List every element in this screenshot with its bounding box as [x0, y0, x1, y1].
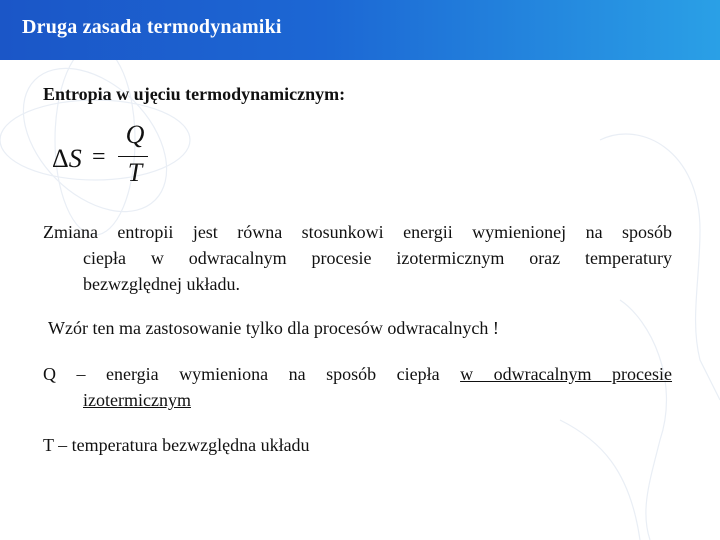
entropy-definition-paragraph — [43, 219, 672, 297]
formula-variable: S — [68, 144, 82, 173]
title-bar — [0, 0, 720, 60]
t-definition: T – temperatura bezwzględna układu — [43, 435, 310, 455]
entropy-formula — [52, 120, 162, 194]
reversible-note: Wzór ten ma zastosowanie tylko dla procesów odwracalnych ! — [48, 318, 499, 338]
q-definition — [43, 361, 672, 413]
formula-equals: = — [92, 144, 106, 170]
q-definition-underlined-1: w odwracalnym procesie — [460, 364, 673, 384]
q-definition-prefix: Q – energia wymieniona na sposób ciepła — [43, 364, 440, 384]
formula-numerator: Q — [125, 120, 145, 149]
q-definition-line-2 — [43, 387, 672, 413]
paragraph-line-1: Zmiana entropii jest równa stosunkowi energii wymienionej na sposób — [43, 222, 672, 242]
slide-title: Druga zasada termodynamiki — [22, 16, 282, 38]
paragraph-line-2: ciepła w odwracalnym procesie izotermicznym oraz temperatury — [83, 248, 672, 268]
formula-delta: Δ — [52, 144, 69, 173]
paragraph-line-3: bezwzględnej układu. — [83, 274, 240, 294]
q-definition-line-1 — [43, 361, 672, 387]
formula-lhs — [52, 144, 82, 174]
q-definition-underlined-2: izotermicznym — [83, 390, 191, 410]
formula-denominator: T — [127, 158, 143, 187]
section-heading: Entropia w ujęciu termodynamicznym: — [43, 84, 346, 104]
